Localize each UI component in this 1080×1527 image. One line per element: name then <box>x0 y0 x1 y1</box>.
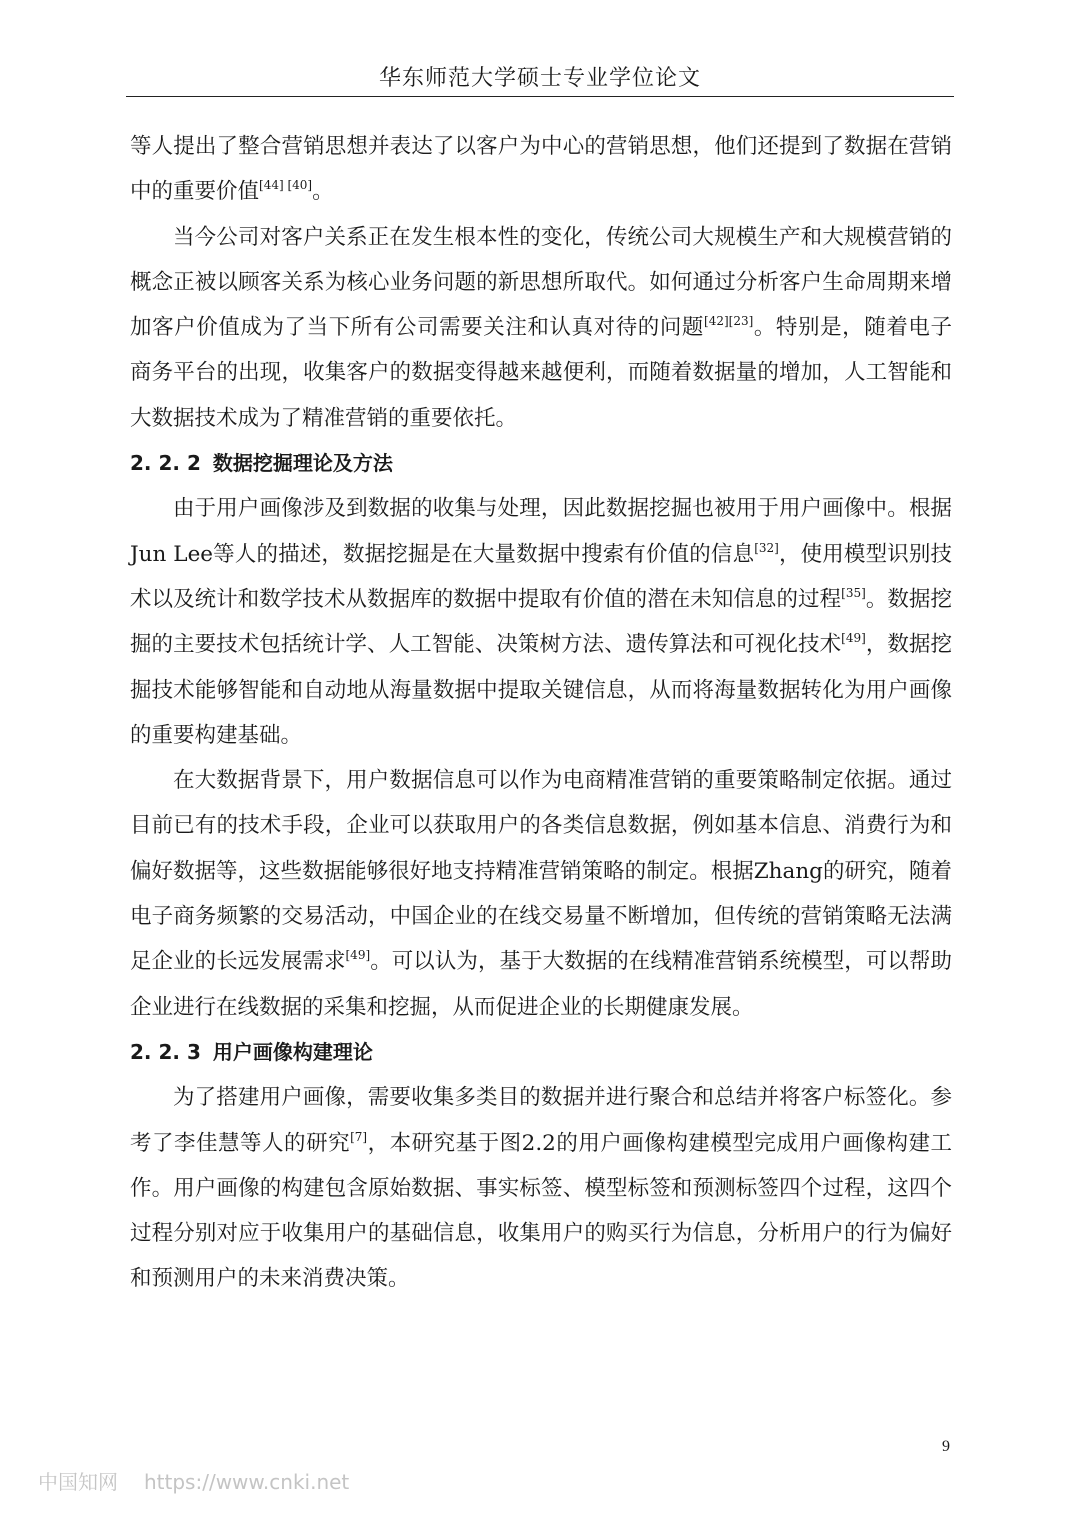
cnki-watermark <box>38 1466 349 1495</box>
running-header <box>126 62 954 97</box>
text-run: ，使用模型识别技术以及统计和数学技术从数据库的数据中提取有价值的潜在未知信息的过程 <box>130 541 952 612</box>
text-run: 。 <box>312 179 334 205</box>
watermark-name: 中国知网 <box>38 1470 118 1494</box>
text-run: ，本研究基于图2.2的用户画像构建模型完成用户画像构建工作。用户画像的构建包含原始数据、事实标签、模型标签和预测标签四个过程，这四个过程分别对应于收集用户的基础信息，收集用户的购买行为信息，分析用户的行为偏好和预测用户的未来消费决策。 <box>130 1130 952 1292</box>
section-number: 2. 2. 3 <box>130 1039 201 1064</box>
citation: [42][23] <box>704 314 754 329</box>
text-run: 由于用户画像涉及到数据的收集与处理，因此数据挖掘也被用于用户画像中。根据Jun Lee等人的描述，数据挖掘是在大量数据中搜索有价值的信息 <box>130 496 952 567</box>
section-heading <box>130 441 952 486</box>
text-run: 等人提出了整合营销思想并表达了以客户为中心的营销思想，他们还提到了数据在营销中的重要价值 <box>130 134 952 205</box>
text-run: 为了搭建用户画像，需要收集多类目的数据并进行聚合和总结并将客户标签化。参考了李佳慧等人的研究 <box>130 1085 952 1156</box>
text-run: ，数据挖掘技术能够智能和自动地从海量数据中提取关键信息，从而将海量数据转化为用户画像的重要构建基础。 <box>130 632 952 748</box>
text-run: 在大数据背景下，用户数据信息可以作为电商精准营销的重要策略制定依据。通过目前已有的技术手段，企业可以获取用户的各类信息数据，例如基本信息、消费行为和偏好数据等，这些数据能够很好地支持精准营销策略的制定。根据Zhang的研究，随着电子商务频繁的交易活动，中国企业的在线交易量不断增加，但传统的营销策略无法满足企业的长远发展需求 <box>130 768 952 975</box>
page-number: 9 <box>942 1438 950 1455</box>
citation: [49] <box>345 948 371 963</box>
section-title: 数据挖掘理论及方法 <box>212 451 393 476</box>
citation: [44] [40] <box>259 178 313 193</box>
text-run: 。特别是，随着电子商务平台的出现，收集客户的数据变得越来越便利，而随着数据量的增加，人工智能和大数据技术成为了精准营销的重要依托。 <box>130 315 952 431</box>
body-paragraph <box>130 486 952 758</box>
section-number: 2. 2. 2 <box>130 451 201 476</box>
paper-body <box>130 124 952 1302</box>
body-paragraph <box>130 124 952 215</box>
section-heading <box>130 1030 952 1075</box>
text-run: 。数据挖掘的主要技术包括统计学、人工智能、决策树方法、遗传算法和可视化技术 <box>130 586 952 658</box>
section-title: 用户画像构建理论 <box>212 1039 373 1064</box>
text-run: 当今公司对客户关系正在发生根本性的变化，传统公司大规模生产和大规模营销的概念正被以顾客关系为核心业务问题的新思想所取代。如何通过分析客户生命周期来增加客户价值成为了当下所有公司需要关注和认真对待的问题 <box>130 224 952 341</box>
body-paragraph <box>130 1075 952 1301</box>
citation: [49] <box>841 631 866 646</box>
citation: [7] <box>350 1129 368 1144</box>
header-title: 华东师范大学硕士专业学位论文 <box>378 66 701 91</box>
citation: [32] <box>754 540 779 555</box>
watermark-url: https://www.cnki.net <box>144 1470 350 1494</box>
body-paragraph <box>130 215 952 441</box>
citation: [35] <box>841 585 866 600</box>
body-paragraph <box>130 758 952 1030</box>
text-run: 。可以认为，基于大数据的在线精准营销系统模型，可以帮助企业进行在线数据的采集和挖掘，从而促进企业的长期健康发展。 <box>130 949 952 1020</box>
